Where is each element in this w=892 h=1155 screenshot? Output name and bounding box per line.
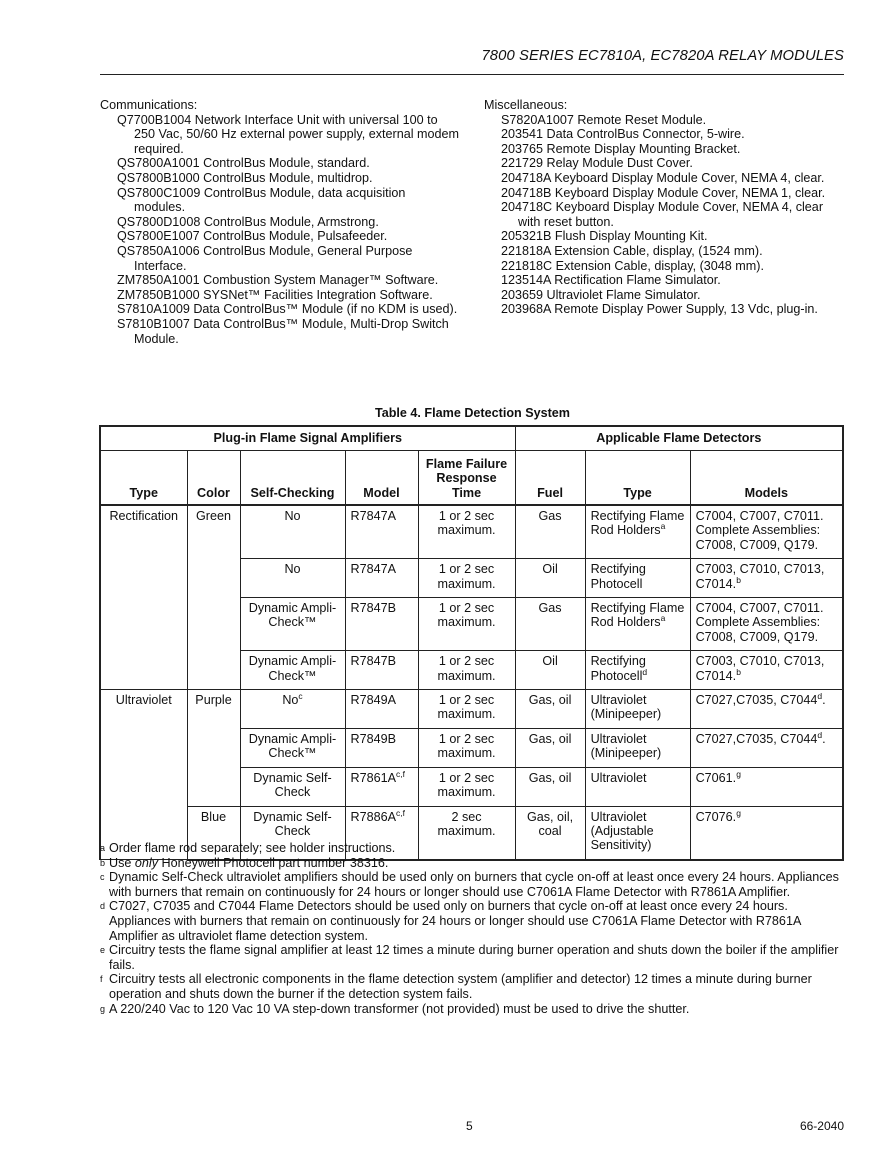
list-item: QS7800D1008 ControlBus Module, Armstrong. bbox=[117, 214, 379, 229]
model-text: R7886A bbox=[350, 809, 397, 824]
detector-type-cell: Ultraviolet bbox=[585, 767, 690, 806]
type-cell: Rectification bbox=[100, 505, 187, 690]
footnote-mark: d bbox=[100, 901, 106, 912]
color-cell: Green bbox=[187, 505, 240, 690]
models-cell bbox=[690, 690, 843, 729]
models-cell bbox=[690, 559, 843, 598]
header-title: 7800 SERIES EC7810A, EC7820A RELAY MODULES bbox=[481, 48, 844, 64]
models-text: C7027,C7035, C7044 bbox=[695, 693, 818, 708]
self-check-text: No bbox=[282, 693, 299, 708]
list-item: 123514A Rectification Flame Simulator. bbox=[501, 273, 721, 288]
list-item: 204718A Keyboard Display Module Cover, NEMA 4, clear. bbox=[501, 170, 825, 185]
models-cell bbox=[690, 767, 843, 806]
list-item: Q7700B1004 Network Interface Unit with universal 100 to 250 Vac, 50/60 Hz external power supply, external modem required. bbox=[117, 112, 460, 156]
list-item: QS7800E1007 ControlBus Module, Pulsafeeder. bbox=[117, 229, 388, 244]
model-cell: R7847B bbox=[345, 651, 418, 690]
response-cell: 1 or 2 sec maximum. bbox=[418, 728, 515, 767]
page-number: 5 bbox=[466, 1119, 473, 1133]
self-check-cell: No bbox=[240, 559, 345, 598]
communications-section bbox=[100, 98, 460, 346]
model-cell bbox=[345, 767, 418, 806]
list-item: QS7800B1000 ControlBus Module, multidrop. bbox=[117, 170, 373, 185]
column-header: Self-Checking bbox=[240, 451, 345, 506]
self-check-cell: No bbox=[240, 505, 345, 559]
document-number: 66-2040 bbox=[799, 1119, 844, 1133]
list-item: 203968A Remote Display Power Supply, 13 Vdc, plug-in. bbox=[501, 302, 818, 317]
detector-type-cell bbox=[585, 651, 690, 690]
footnotes bbox=[100, 841, 840, 1016]
column-header: Fuel bbox=[515, 451, 585, 506]
footnote-mark: a bbox=[100, 843, 106, 853]
footnote-g bbox=[100, 1002, 840, 1017]
response-cell: 1 or 2 sec maximum. bbox=[418, 690, 515, 729]
fuel-cell: Gas, oil bbox=[515, 690, 585, 729]
footnote-mark: e bbox=[100, 945, 106, 956]
footnote-d bbox=[100, 899, 840, 943]
group-header-detectors: Applicable Flame Detectors bbox=[515, 426, 843, 451]
column-header: Type bbox=[100, 451, 187, 506]
table-row bbox=[100, 690, 843, 729]
models-tail: . bbox=[822, 731, 826, 746]
fuel-cell: Gas, oil bbox=[515, 767, 585, 806]
response-cell: 1 or 2 sec maximum. bbox=[418, 559, 515, 598]
model-cell: R7847B bbox=[345, 598, 418, 651]
page-header bbox=[100, 46, 844, 75]
footnote-mark: d bbox=[642, 666, 648, 677]
self-check-cell bbox=[240, 690, 345, 729]
column-header: Models bbox=[690, 451, 843, 506]
footnote-emphasis: only bbox=[134, 855, 159, 870]
footnote-e bbox=[100, 943, 840, 972]
detector-type-text: Rectifying Flame Rod Holders bbox=[590, 601, 685, 630]
model-cell: R7847A bbox=[345, 505, 418, 559]
self-check-cell: Dynamic Self-Check bbox=[240, 767, 345, 806]
footnote-mark: a bbox=[660, 521, 666, 532]
footnote-mark: g bbox=[736, 807, 741, 818]
footnote-c bbox=[100, 870, 840, 899]
footnote-mark: b bbox=[100, 857, 106, 868]
list-item: 203659 Ultraviolet Flame Simulator. bbox=[501, 287, 701, 302]
group-header-amplifiers: Plug-in Flame Signal Amplifiers bbox=[100, 426, 515, 451]
list-item: 203765 Remote Display Mounting Bracket. bbox=[501, 141, 741, 156]
footnote-text: Circuitry tests the flame signal amplifier at least 12 times a minute during burner operation and shuts down the boiler if the amplifier fails. bbox=[109, 943, 839, 972]
detector-type-cell: Ultraviolet (Minipeeper) bbox=[585, 690, 690, 729]
list-item: 221818C Extension Cable, display, (3048 mm). bbox=[501, 258, 764, 273]
list-item: 221818A Extension Cable, display, (1524 mm). bbox=[501, 243, 763, 258]
color-cell: Purple bbox=[187, 690, 240, 806]
list-item: 204718C Keyboard Display Module Cover, NEMA 4, clear with reset button. bbox=[501, 200, 824, 229]
models-cell bbox=[690, 651, 843, 690]
self-check-cell: Dynamic Ampli-Check™ bbox=[240, 651, 345, 690]
models-text: C7076. bbox=[695, 809, 737, 824]
footnote-mark: c bbox=[100, 872, 105, 883]
footnote-text: C7027, C7035 and C7044 Flame Detectors should be used only on burners that cycle on-off at least once every 24 hours. Appliances with burners that remain on continuously for 24 hours or longer should use C7061A Flame Detector with R7861A Amplifier as ultraviolet flame detection system. bbox=[109, 899, 801, 943]
fuel-cell: Oil bbox=[515, 651, 585, 690]
miscellaneous-section bbox=[484, 98, 844, 317]
detector-type-cell bbox=[585, 505, 690, 559]
footnote-text: Circuitry tests all electronic components in the flame detection system (amplifier and detector) 12 times a minute during burner operation and shuts down the burner if the detection system fails. bbox=[109, 972, 812, 1001]
table-title: Table 4. Flame Detection System bbox=[374, 406, 571, 420]
response-cell: 1 or 2 sec maximum. bbox=[418, 651, 515, 690]
list-item: S7810A1009 Data ControlBus™ Module (if no KDM is used). bbox=[117, 302, 458, 317]
self-check-cell: Dynamic Self-Check bbox=[240, 806, 345, 860]
fuel-cell: Gas, oil bbox=[515, 728, 585, 767]
list-item: 205321B Flush Display Mounting Kit. bbox=[501, 229, 708, 244]
list-item: ZM7850A1001 Combustion System Manager™ Software. bbox=[117, 273, 439, 288]
models-text: C7027,C7035, C7044 bbox=[695, 731, 818, 746]
footnote-a bbox=[100, 841, 840, 856]
detector-type-cell bbox=[585, 598, 690, 651]
fuel-cell: Gas bbox=[515, 598, 585, 651]
footnote-text: Order flame rod separately; see holder instructions. bbox=[109, 841, 396, 855]
model-text: R7861A bbox=[350, 770, 397, 785]
footnote-text: Dynamic Self-Check ultraviolet amplifiers should be used only on burners that cycle on-off at least once every 24 hours. Appliances with burners that remain on continuously for 24 hours or longer should use C7061A Flame Detector with R7861A Amplifier. bbox=[109, 870, 839, 899]
color-cell: Blue bbox=[187, 806, 240, 860]
response-cell: 1 or 2 sec maximum. bbox=[418, 767, 515, 806]
response-cell: 1 or 2 sec maximum. bbox=[418, 505, 515, 559]
footnote-b bbox=[100, 856, 840, 871]
response-cell: 1 or 2 sec maximum. bbox=[418, 598, 515, 651]
footnote-text: Honeywell Photocell part number 38316. bbox=[158, 855, 389, 870]
model-cell: R7847A bbox=[345, 559, 418, 598]
footnote-mark: a bbox=[660, 613, 666, 624]
footnote-f bbox=[100, 972, 840, 1001]
list-item: 204718B Keyboard Display Module Cover, NEMA 1, clear. bbox=[501, 185, 826, 200]
list-item: 203541 Data ControlBus Connector, 5-wire. bbox=[501, 127, 745, 142]
list-item: 221729 Relay Module Dust Cover. bbox=[501, 156, 693, 171]
footnote-mark: c,f bbox=[396, 768, 405, 779]
models-text: C7003, C7010, C7013, C7014. bbox=[695, 654, 825, 683]
detector-type-cell: Rectifying Photocell bbox=[585, 559, 690, 598]
list-item: S7820A1007 Remote Reset Module. bbox=[501, 112, 707, 127]
list-item: S7810B1007 Data ControlBus™ Module, Multi-Drop Switch Module. bbox=[117, 316, 449, 346]
list-item: QS7800A1001 ControlBus Module, standard. bbox=[117, 156, 370, 171]
list-item: ZM7850B1000 SYSNet™ Facilities Integration Software. bbox=[117, 287, 433, 302]
self-check-cell: Dynamic Ampli-Check™ bbox=[240, 598, 345, 651]
column-header: Color bbox=[187, 451, 240, 506]
models-cell bbox=[690, 728, 843, 767]
communications-heading: Communications: bbox=[100, 98, 198, 112]
column-header: Type bbox=[585, 451, 690, 506]
column-header: Flame Failure Response Time bbox=[418, 451, 515, 506]
model-cell: R7849A bbox=[345, 690, 418, 729]
table-row bbox=[100, 505, 843, 559]
list-item: QS7800C1009 ControlBus Module, data acquisition modules. bbox=[117, 185, 406, 215]
type-cell: Ultraviolet bbox=[100, 690, 187, 860]
detector-type-cell: Ultraviolet (Minipeeper) bbox=[585, 728, 690, 767]
footnote-text: A 220/240 Vac to 120 Vac 10 VA step-down transformer (not provided) must be used to drive the shutter. bbox=[109, 1001, 690, 1016]
fuel-cell: Gas bbox=[515, 505, 585, 559]
self-check-cell: Dynamic Ampli-Check™ bbox=[240, 728, 345, 767]
models-text: C7003, C7010, C7013, C7014. bbox=[695, 562, 825, 591]
fuel-cell: Oil bbox=[515, 559, 585, 598]
detector-type-cell: Ultraviolet (Adjustable Sensitivity) bbox=[585, 806, 690, 860]
detector-type-text: Rectifying Photocell bbox=[590, 654, 646, 683]
models-cell: C7004, C7007, C7011. Complete Assemblies: C7008, C7009, Q179. bbox=[690, 598, 843, 651]
miscellaneous-heading: Miscellaneous: bbox=[484, 98, 568, 112]
detector-type-text: Rectifying Flame Rod Holders bbox=[590, 509, 685, 538]
fuel-cell: Gas, oil, coal bbox=[515, 806, 585, 860]
flame-detection-table bbox=[99, 425, 844, 861]
footnote-mark: c,f bbox=[396, 807, 405, 818]
footnote-mark: f bbox=[100, 974, 103, 985]
footnote-mark: b bbox=[736, 666, 741, 677]
footnote-mark: d bbox=[817, 729, 823, 740]
footnote-text: Use bbox=[109, 855, 135, 870]
footnote-mark: b bbox=[736, 574, 741, 585]
footnote-mark: d bbox=[817, 691, 823, 702]
response-cell: 2 sec maximum. bbox=[418, 806, 515, 860]
footnote-mark: g bbox=[100, 1003, 106, 1014]
model-cell: R7849B bbox=[345, 728, 418, 767]
column-header: Model bbox=[345, 451, 418, 506]
footnote-mark: g bbox=[736, 768, 741, 779]
models-text: C7061. bbox=[695, 770, 737, 785]
list-item: QS7850A1006 ControlBus Module, General Purpose Interface. bbox=[117, 243, 413, 273]
models-cell: C7004, C7007, C7011. Complete Assemblies: C7008, C7009, Q179. bbox=[690, 505, 843, 559]
models-tail: . bbox=[822, 693, 826, 708]
footnote-mark: c bbox=[298, 691, 303, 702]
